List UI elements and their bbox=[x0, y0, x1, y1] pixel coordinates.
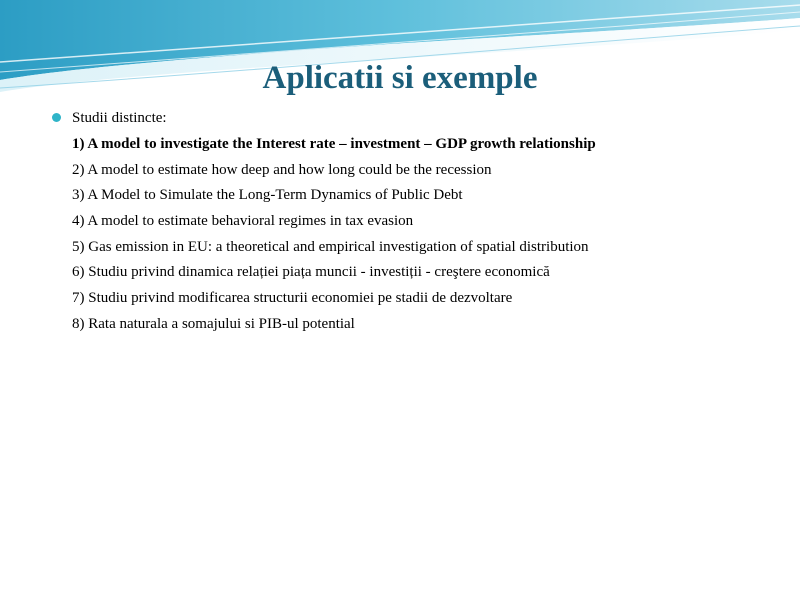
study-list bbox=[52, 132, 792, 338]
bullet-dot-icon bbox=[52, 113, 61, 122]
list-item: 8) Rata naturala a somajului si PIB-ul potential bbox=[72, 315, 355, 332]
list-item: 7) Studiu privind modificarea structurii economiei pe stadii de dezvoltare bbox=[72, 290, 513, 307]
list-item: 6) Studiu privind dinamica relației piața muncii - investiții - creştere economică bbox=[72, 264, 550, 281]
list-item: 3) A Model to Simulate the Long-Term Dynamics of Public Debt bbox=[72, 187, 463, 204]
list-item: 1) A model to investigate the Interest rate – investment – GDP growth relationship bbox=[72, 136, 596, 152]
slide-title: Aplicatii si exemple bbox=[262, 60, 538, 96]
content-area bbox=[52, 110, 792, 338]
list-item: 5) Gas emission in EU: a theoretical and empirical investigation of spatial distribution bbox=[72, 238, 589, 255]
list-item: 4) A model to estimate behavioral regimes in tax evasion bbox=[72, 213, 414, 230]
list-item: 2) A model to estimate how deep and how long could be the recession bbox=[72, 161, 492, 178]
bullet-intro bbox=[52, 110, 792, 132]
intro-text: Studii distincte: bbox=[72, 110, 167, 126]
